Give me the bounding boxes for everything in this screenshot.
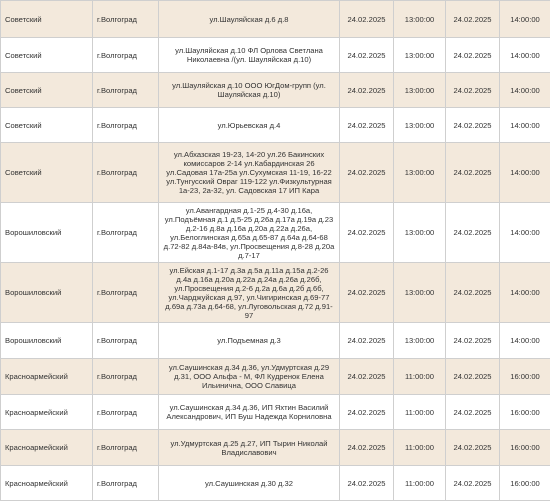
address-cell: ул.Саушинская д.34 д.36, ул.Удмуртская д.29 д.31, ООО Альфа - М, ФЛ Кудренок Елена Ильинична, ООО Славица <box>159 359 340 395</box>
start-date-cell: 24.02.2025 <box>340 73 394 108</box>
city-cell: г.Волгоград <box>93 430 159 466</box>
table-row <box>1 466 550 501</box>
start-date-cell: 24.02.2025 <box>340 323 394 359</box>
table-row <box>1 203 550 263</box>
city-cell: г.Волгоград <box>93 38 159 73</box>
end-time-cell: 14:00:00 <box>500 263 550 323</box>
address-cell: ул.Авангардная д.1-25 д.4-30 д.16а, ул.Подъёмная д.1 д.5-25 д.26а д.17а д.19а д.23 д.2-16 д.8а д.16а д.20а д.22а д.26а, ул.Белоглинская д.65а д.65-87 д.64а д.64-68 д.72-82 д.84а-84в, ул.Просвещения д.8-28 д.20а д.7-17 <box>159 203 340 263</box>
start-time-cell: 13:00:00 <box>394 108 446 143</box>
start-time-cell: 13:00:00 <box>394 263 446 323</box>
start-time-cell: 13:00:00 <box>394 73 446 108</box>
table-row <box>1 263 550 323</box>
end-date-cell: 24.02.2025 <box>446 73 500 108</box>
start-date-cell: 24.02.2025 <box>340 203 394 263</box>
end-time-cell: 14:00:00 <box>500 73 550 108</box>
district-cell: Ворошиловский <box>1 263 93 323</box>
address-cell: ул.Подъемная д.3 <box>159 323 340 359</box>
end-date-cell: 24.02.2025 <box>446 203 500 263</box>
end-date-cell: 24.02.2025 <box>446 323 500 359</box>
start-time-cell: 11:00:00 <box>394 430 446 466</box>
end-date-cell: 24.02.2025 <box>446 108 500 143</box>
city-cell: г.Волгоград <box>93 263 159 323</box>
end-date-cell: 24.02.2025 <box>446 263 500 323</box>
table-row <box>1 395 550 430</box>
city-cell: г.Волгоград <box>93 143 159 203</box>
table-row <box>1 143 550 203</box>
table-row <box>1 73 550 108</box>
start-time-cell: 11:00:00 <box>394 466 446 501</box>
district-cell: Советский <box>1 108 93 143</box>
start-date-cell: 24.02.2025 <box>340 359 394 395</box>
end-date-cell: 24.02.2025 <box>446 359 500 395</box>
city-cell: г.Волгоград <box>93 108 159 143</box>
address-cell: ул.Саушинская д.30 д.32 <box>159 466 340 501</box>
city-cell: г.Волгоград <box>93 323 159 359</box>
start-time-cell: 13:00:00 <box>394 38 446 73</box>
district-cell: Красноармейский <box>1 395 93 430</box>
end-date-cell: 24.02.2025 <box>446 430 500 466</box>
end-time-cell: 16:00:00 <box>500 466 550 501</box>
start-time-cell: 13:00:00 <box>394 1 446 38</box>
start-time-cell: 13:00:00 <box>394 203 446 263</box>
district-cell: Ворошиловский <box>1 203 93 263</box>
address-cell: ул.Удмуртская д.25 д.27, ИП Тырин Николай Владиславович <box>159 430 340 466</box>
start-date-cell: 24.02.2025 <box>340 395 394 430</box>
start-date-cell: 24.02.2025 <box>340 430 394 466</box>
district-cell: Советский <box>1 1 93 38</box>
end-time-cell: 14:00:00 <box>500 203 550 263</box>
table-row <box>1 359 550 395</box>
end-date-cell: 24.02.2025 <box>446 395 500 430</box>
start-date-cell: 24.02.2025 <box>340 143 394 203</box>
start-time-cell: 13:00:00 <box>394 323 446 359</box>
address-cell: ул.Абхазская 19-23, 14-20 ул.26 Бакинских комиссаров 2-14 ул.Кабардинская 26 ул.Садовая 17а-25а ул.Сухумская 11-19, 16-22 ул.Тунгусский Овраг 119-122 ул.Физкультурная 1а-23, 2а-32, ул. Садовская 17 ИП Кара <box>159 143 340 203</box>
table-row <box>1 323 550 359</box>
end-date-cell: 24.02.2025 <box>446 466 500 501</box>
start-time-cell: 13:00:00 <box>394 143 446 203</box>
address-cell: ул.Ейская д.1-17 д.3а д.5а д.11а д.15а д.2-26 д.4а д.16а д.20а д.22а д.24а д.26а д.26б, ул.Просвещения д.2-6 д.2а д.6а д.2б д.6б, ул.Чарджуйская д.97, ул.Чигиринская д.69-77 д.69а д.73а д.64-68, ул.Луговольская д.72 д.91-97 <box>159 263 340 323</box>
city-cell: г.Волгоград <box>93 359 159 395</box>
start-time-cell: 11:00:00 <box>394 395 446 430</box>
end-time-cell: 14:00:00 <box>500 1 550 38</box>
address-cell: ул.Шауляйская д.10 ООО ЮгДом-групп (ул. Шауляйская д.10) <box>159 73 340 108</box>
end-time-cell: 14:00:00 <box>500 323 550 359</box>
table-row <box>1 430 550 466</box>
city-cell: г.Волгоград <box>93 466 159 501</box>
end-time-cell: 16:00:00 <box>500 359 550 395</box>
city-cell: г.Волгоград <box>93 395 159 430</box>
start-date-cell: 24.02.2025 <box>340 108 394 143</box>
end-date-cell: 24.02.2025 <box>446 38 500 73</box>
district-cell: Советский <box>1 143 93 203</box>
end-time-cell: 14:00:00 <box>500 108 550 143</box>
city-cell: г.Волгоград <box>93 203 159 263</box>
district-cell: Красноармейский <box>1 430 93 466</box>
schedule-body <box>1 1 550 501</box>
table-row <box>1 1 550 38</box>
district-cell: Красноармейский <box>1 359 93 395</box>
end-date-cell: 24.02.2025 <box>446 143 500 203</box>
address-cell: ул.Саушинская д.34 д.36, ИП Яхтин Василий Александрович, ИП Буш Надежда Корниловна <box>159 395 340 430</box>
end-date-cell: 24.02.2025 <box>446 1 500 38</box>
start-date-cell: 24.02.2025 <box>340 38 394 73</box>
address-cell: ул.Шауляйская д.6 д.8 <box>159 1 340 38</box>
district-cell: Советский <box>1 73 93 108</box>
end-time-cell: 16:00:00 <box>500 395 550 430</box>
city-cell: г.Волгоград <box>93 73 159 108</box>
district-cell: Советский <box>1 38 93 73</box>
start-date-cell: 24.02.2025 <box>340 466 394 501</box>
city-cell: г.Волгоград <box>93 1 159 38</box>
start-time-cell: 11:00:00 <box>394 359 446 395</box>
end-time-cell: 16:00:00 <box>500 430 550 466</box>
end-time-cell: 14:00:00 <box>500 143 550 203</box>
address-cell: ул.Юрьевская д.4 <box>159 108 340 143</box>
start-date-cell: 24.02.2025 <box>340 263 394 323</box>
address-cell: ул.Шауляйская д.10 ФЛ Орлова Светлана Николаевна /(ул. Шауляйская д.10) <box>159 38 340 73</box>
district-cell: Ворошиловский <box>1 323 93 359</box>
table-row <box>1 108 550 143</box>
end-time-cell: 14:00:00 <box>500 38 550 73</box>
start-date-cell: 24.02.2025 <box>340 1 394 38</box>
district-cell: Красноармейский <box>1 466 93 501</box>
table-row <box>1 38 550 73</box>
